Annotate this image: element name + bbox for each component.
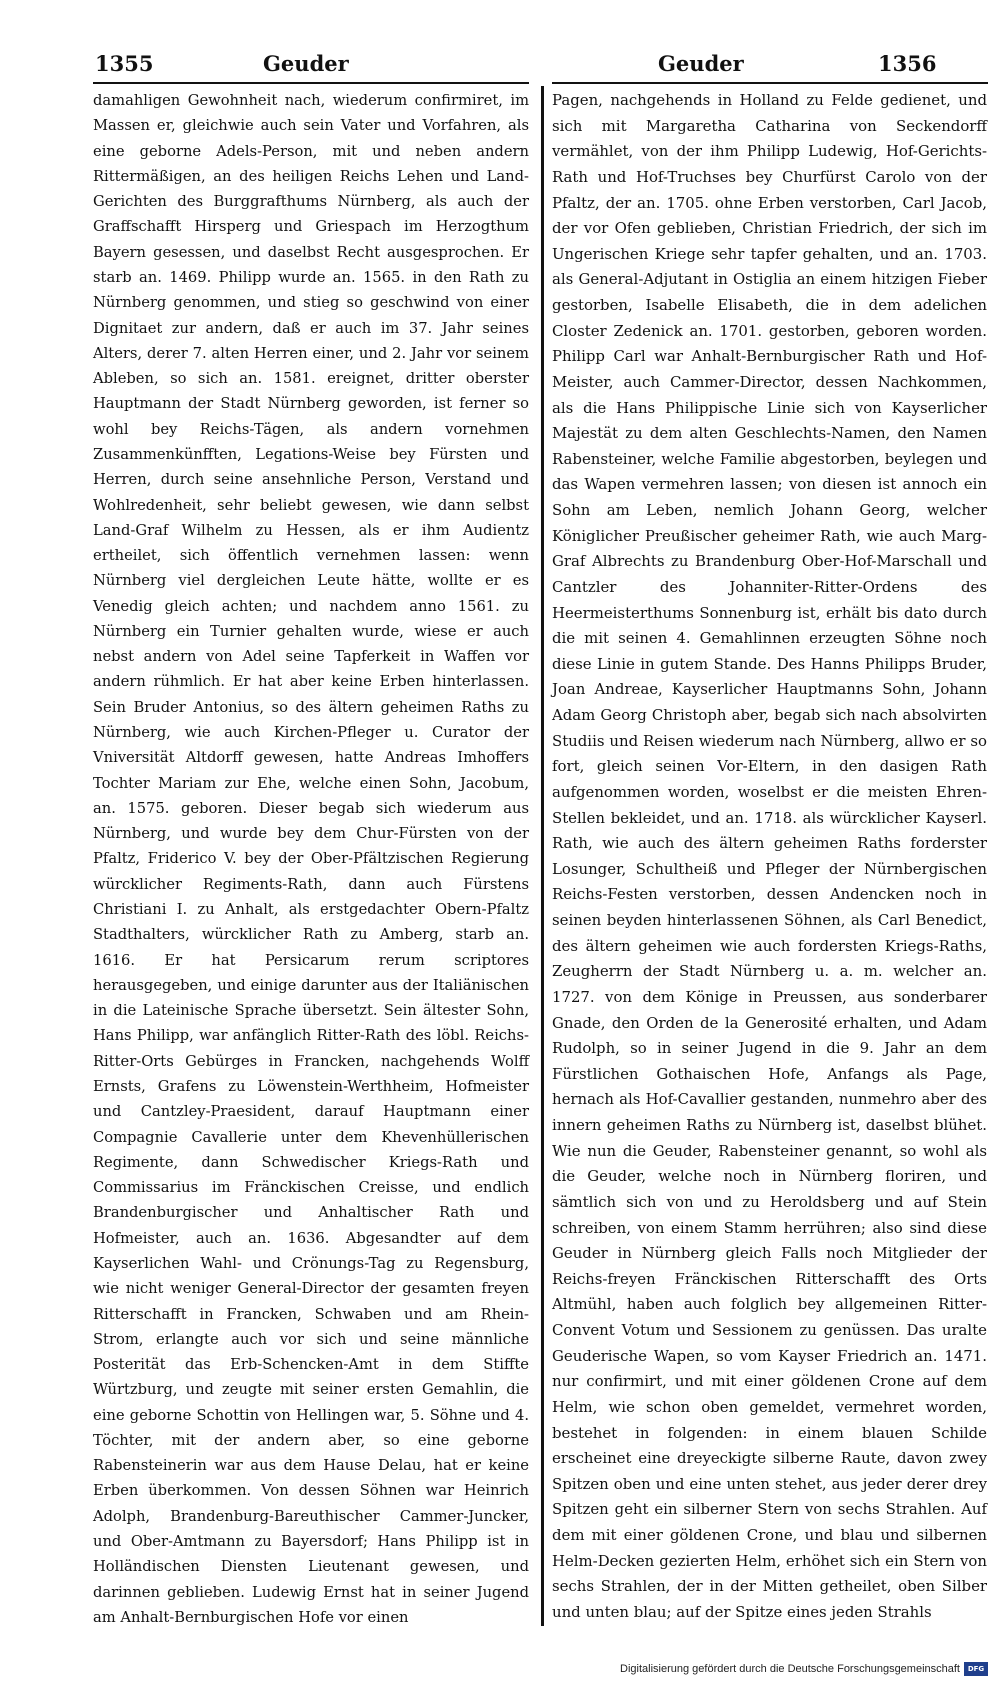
right-text-column [552, 88, 987, 1626]
right-page-number: 1356 [878, 51, 937, 76]
dfg-logo-icon [964, 1662, 988, 1676]
left-text-column [93, 88, 529, 1630]
left-running-head: Geuder [263, 51, 349, 76]
right-column-text: Pagen, nachgehends in Holland zu Felde gedienet, und sich mit Margaretha Catharina von Seckendorff vermählet, von der ihm Philipp Ludewig, Hof-Gerichts-Rath und Hof-Truchses bey Churfürst Carolo von der Pfaltz, der an. 1705. ohne Erben verstorben, Carl Jacob, der vor Ofen geblieben, Christian Friedrich, der sich im Ungerischen Kriege sehr tapfer gehalten, und an. 1703. als General-Adjutant in Ostiglia an einem hitzigen Fieber gestorben, Isabelle Elisabeth, die in dem adelichen Closter Zedenick an. 1701. gestorben, geboren worden. Philipp Carl war Anhalt-Bernburgischer Rath und Hof-Meister, auch Cammer-Director, dessen Nachkommen, als die Hans Philippische Linie sich von Kayserlicher Majestät zu dem alten Geschlechts-Namen, den Namen Rabensteiner, welche Familie abgestorben, beylegen und das Wapen vermehren lassen; von diesen ist annoch ein Sohn am Leben, nemlich Johann Georg, welcher Königlicher Preußischer geheimer Rath, wie auch Marg-Graf Albrechts zu Brandenburg Ober-Hof-Marschall und Cantzler des Johanniter-Ritter-Ordens des Heermeisterthums Sonnenburg ist, erhält bis dato durch die mit seinen 4. Gemahlinnen erzeugten Söhne noch diese Linie in gutem Stande. Des Hanns Philipps Bruder, Joan Andreae, Kayserlicher Hauptmanns Sohn, Johann Adam Georg Christoph aber, begab sich nach absolvirten Studiis und Reisen wiederum nach Nürnberg, allwo er so fort, gleich seinen Vor-Eltern, in den dasigen Rath aufgenommen worden, woselbst er die meisten Ehren-Stellen bekleidet, und an. 1718. als würcklicher Kayserl. Rath, wie auch des ältern geheimen Raths forderster Losunger, Schultheiß und Pfleger der Nürnbergischen Reichs-Festen verstorben, dessen Andencken noch in seinen beyden hinterlassenen Söhnen, als Carl Benedict, des ältern geheimen wie auch fordersten Kriegs-Raths, Zeugherrn der Stadt Nürnberg u. a. m. welcher an. 1727. von dem Könige in Preussen, aus sonderbarer Gnade, den Orden de la Generosité erhalten, und Adam Rudolph, so in seiner Jugend in die 9. Jahr an dem Fürstlichen Gothaischen Hofe, Anfangs als Page, hernach als Hof-Cavallier gestanden, nunmehro aber des innern geheimen Raths zu Nürnberg ist, daselbst blühet. Wie nun die Geuder, Rabensteiner genannt, so wohl als die Geuder, welche noch in Nürnberg floriren, und sämtlich sich von und zu Heroldsberg und auf Stein schreiben, von einem Stamm herrühren; also sind diese Geuder in Nürnberg gleich Falls noch Mitglieder der Reichs-freyen Fränckischen Ritterschafft des Orts Altmühl, haben auch folglich bey allgemeinen Ritter-Convent Votum und Sessionem zu genüssen. Das uralte Geuderische Wapen, so vom Kayser Friedrich an. 1471. nur confirmirt, und mit einer göldenen Crone auf dem Helm, wie schon oben gemeldet, vermehret worden, bestehet in folgenden: in einem blauen Schilde erscheinet eine dreyeckigte silberne Raute, davon zwey Spitzen oben und eine unten stehet, aus jeder derer drey Spitzen geht ein silberner Stern von sechs Strahlen. Auf dem mit einer göldenen Crone, und blau und silbernen Helm-Decken gezierten Helm, erhöhet sich ein Stern von sechs Strahlen, der in der Mitten getheilet, oben Silber und unten blau; auf der Spitze eines jeden Strahls [552, 91, 987, 1621]
column-divider [541, 86, 544, 1626]
left-column-text: damahligen Gewohnheit nach, wiederum confirmiret, im Massen er, gleichwie auch sein Vater und Vorfahren, als eine geborne Adels-Person, mit und neben andern Rittermäßigen, an des heiligen Reichs Lehen und Land-Gerichten des Burggrafthums Nürnberg, als auch der Graffschafft Hirsperg und Griespach im Herzogthum Bayern gesessen, und daselbst Recht ausgesprochen. Er starb an. 1469. Philipp wurde an. 1565. in den Rath zu Nürnberg genommen, und stieg so geschwind von einer Dignitaet zur andern, daß er auch im 37. Jahr seines Alters, derer 7. alten Herren einer, und 2. Jahr vor seinem Ableben, so sich an. 1581. ereignet, dritter oberster Hauptmann der Stadt Nürnberg geworden, ist ferner so wohl bey Reichs-Tägen, als andern vornehmen Zusammenkünfften, Legations-Weise bey Fürsten und Herren, durch seine ansehnliche Person, Verstand und Wohlredenheit, sehr beliebt gewesen, wie dann selbst Land-Graf Wilhelm zu Hessen, als er ihm Audientz ertheilet, sich öffentlich vernehmen lassen: wenn Nürnberg viel dergleichen Leute hätte, wollte er es Venedig gleich achten; und nachdem anno 1561. zu Nürnberg ein Turnier gehalten wurde, wiese er auch nebst andern von Adel seine Tapferkeit in Waffen vor andern rühmlich. Er hat aber keine Erben hinterlassen. Sein Bruder Antonius, so des ältern geheimen Raths zu Nürnberg, wie auch Kirchen-Pfleger u. Curator der Vniversität Altdorff gewesen, hatte Andreas Imhoffers Tochter Mariam zur Ehe, welche einen Sohn, Jacobum, an. 1575. geboren. Dieser begab sich wiederum aus Nürnberg, und wurde bey dem Chur-Fürsten von der Pfaltz, Friderico V. bey der Ober-Pfältzischen Regierung würcklicher Regiments-Rath, dann auch Fürstens Christiani I. zu Anhalt, als erstgedachter Obern-Pfaltz Stadthalters, würcklicher Rath zu Amberg, starb an. 1616. Er hat Persicarum rerum scriptores herausgegeben, und einige darunter aus der Italiänischen in die Lateinische Sprache übersetzt. Sein ältester Sohn, Hans Philipp, war anfänglich Ritter-Rath des löbl. Reichs-Ritter-Orts Gebürges in Francken, nachgehends Wolff Ernsts, Grafens zu Löwenstein-Werthheim, Hofmeister und Cantzley-Praesident, darauf Hauptmann einer Compagnie Cavallerie unter dem Khevenhüllerischen Regimente, dann Schwedischer Kriegs-Rath und Commissarius im Fränckischen Creisse, und endlich Brandenburgischer und Anhaltischer Rath und Hofmeister, auch an. 1636. Abgesandter auf dem Kayserlichen Wahl- und Crönungs-Tag zu Regensburg, wie nicht weniger General-Director der gesamten freyen Ritterschafft in Francken, Schwaben und am Rhein-Strom, erlangte auch vor sich und seine männliche Posterität das Erb-Schencken-Amt in dem Stiffte Würtzburg, und zeugte mit seiner ersten Gemahlin, die eine geborne Schottin von Hellingen war, 5. Söhne und 4. Töchter, mit der andern aber, so eine geborne Rabensteinerin war aus dem Hause Delau, hat er keine Erben überkommen. Von dessen Söhnen war Heinrich Adolph, Brandenburg-Bareuthischer Cammer-Juncker, und Ober-Amtmann zu Bayersdorf; Hans Philipp ist in Holländischen Diensten Lieutenant gewesen, und darinnen geblieben. Ludewig Ernst hat in seiner Jugend am Anhalt-Bernburgischen Hofe vor einen [93, 92, 529, 1626]
left-page-number: 1355 [95, 51, 154, 76]
digitization-credit [620, 1661, 988, 1677]
right-header-rule [552, 82, 988, 84]
left-header-rule [93, 82, 529, 84]
right-running-head: Geuder [658, 51, 744, 76]
dfg-logo-text: DFG [967, 1665, 985, 1673]
footer-text: Digitalisierung gefördert durch die Deutsche Forschungsgemeinschaft [620, 1663, 960, 1675]
